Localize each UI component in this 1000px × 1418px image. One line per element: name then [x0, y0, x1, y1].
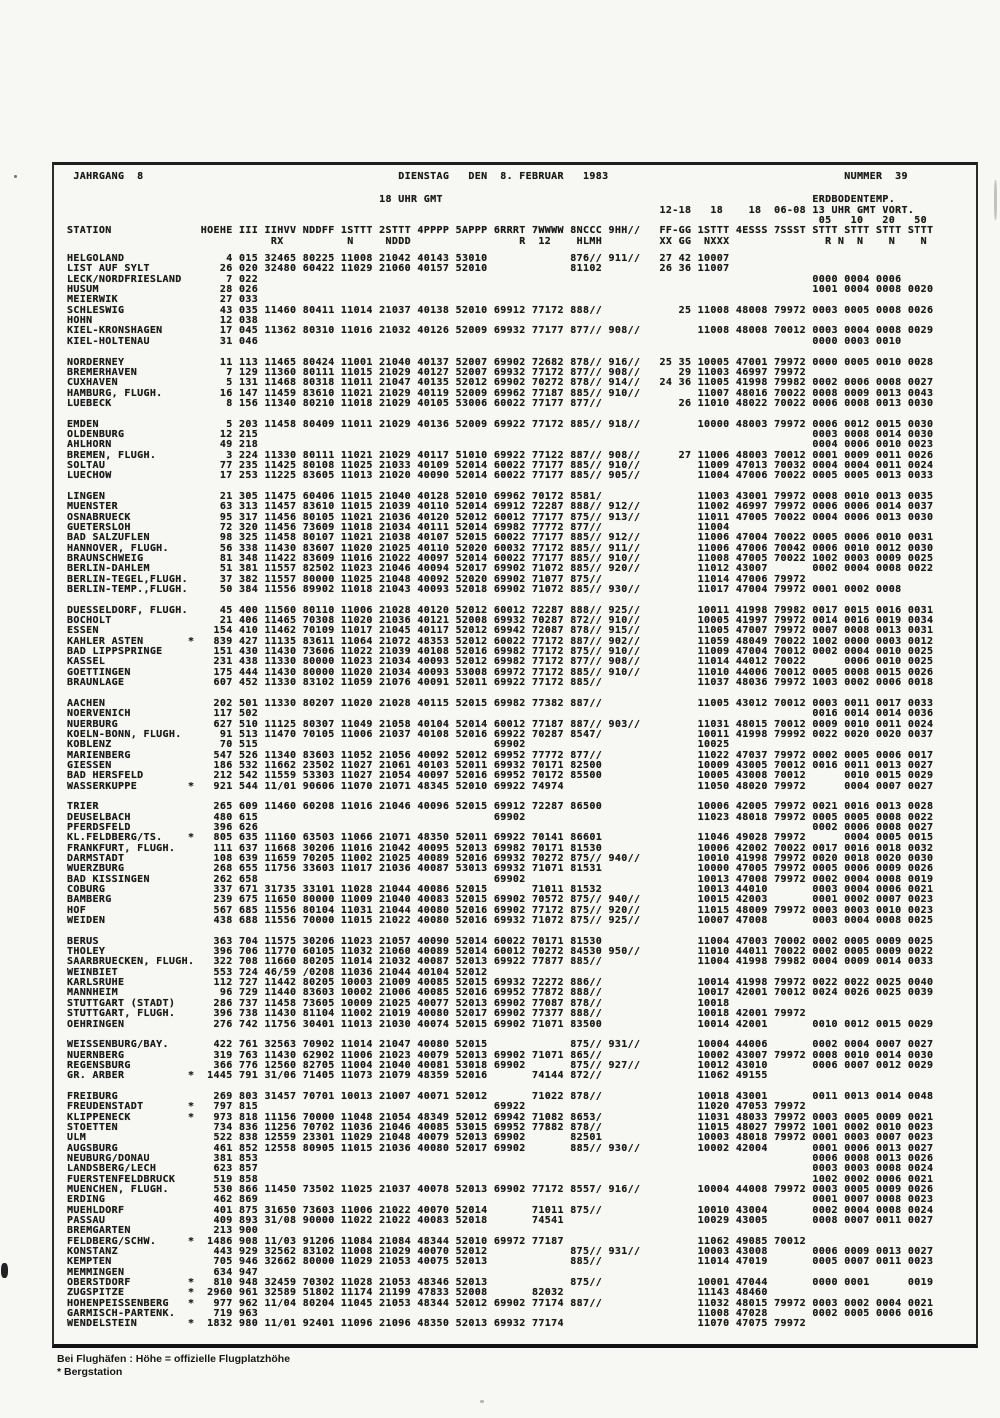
- footnote-bergstation: * Bergstation: [57, 1366, 123, 1378]
- station-row: GOETTINGEN 175 444 11430 80000 11020 21034 40093 53008 69972 77172 885// 910// 11010 44006 70012 0005 0008 0015 0026: [67, 666, 934, 678]
- station-row: LUEBECK 8 156 11340 80210 11018 21029 40105 53006 60022 77177 877// 26 11010 48022 70022 0006 0008 0013 0030: [67, 397, 934, 409]
- station-row: MARIENBERG 547 526 11340 83603 11052 21056 40092 52012 69952 77772 877// 11022 47037 79972 0002 0005 0006 0017: [67, 749, 934, 761]
- station-row: OEHRINGEN 276 742 11756 30401 11013 21030 40074 52015 69902 71071 83500 10014 42001 0010 0012 0015 0029: [67, 1018, 934, 1030]
- station-row: MUENCHEN, FLUGH. 530 866 11450 73502 11025 21037 40078 52013 69902 77172 8557/ 916// 10004 44008 79972 0003 0005 0009 0026: [67, 1184, 934, 1195]
- station-row: HOHENPEISSENBERG * 977 962 11/04 80204 11045 21053 48344 52012 69902 77174 887// 11032 48015 79972 0003 0002 0004 0021: [67, 1297, 934, 1309]
- station-row: KL.FELDBERG/TS. * 805 635 11160 63503 11066 21071 48350 52011 69922 70141 86601 11046 49028 79972 0004 0005 0015: [67, 832, 934, 844]
- column-header-line: 12-18 18 18 06-08 13 UHR GMT VORT.: [67, 204, 934, 216]
- station-row: CUXHAVEN 5 131 11468 80318 11011 21047 40135 52012 69902 70272 878// 914// 24 36 11005 41998 79982 0002 0006 0008 0027: [67, 377, 934, 389]
- station-row: FUERSTENFELDBRUCK 519 858 1002 0002 0006 0021: [67, 1173, 934, 1185]
- station-row: OSNABRUECK 95 317 11456 80105 11021 21036 40120 52012 60012 77177 875// 913// 11011 47005 70022 0004 0006 0013 0030: [67, 511, 934, 523]
- station-row: NEUBURG/DONAU 381 853 0006 0008 0013 0026: [67, 1152, 934, 1164]
- station-row: HANNOVER, FLUGH. 56 338 11430 83607 11020 21025 40110 52020 60032 77172 885// 911// 11006 47006 70042 0006 0010 0012 0030: [67, 542, 934, 554]
- station-row: KARLSRUHE 112 727 11442 80205 10003 21009 40085 52015 69932 72272 886// 10014 41998 79972 0022 0022 0025 0040: [67, 977, 934, 989]
- station-row: BERLIN-TEMP.,FLUGH. 50 384 11556 89902 11018 21043 40093 52018 69902 71072 885// 930// 11017 47004 79972 0001 0002 0008: [67, 584, 934, 596]
- station-row: MEMMINGEN 634 947: [67, 1266, 934, 1278]
- station-row: BERUS 363 704 11575 30206 11023 21057 40090 52014 60022 70171 81530 11004 47003 70002 0002 0005 0009 0025: [67, 935, 934, 947]
- footnote: [57, 1353, 290, 1379]
- station-row: KIEL-HOLTENAU 31 046 0000 0003 0010: [67, 335, 934, 347]
- station-row: KAHLER ASTEN * 839 427 11135 83611 11064 21072 48353 52012 60022 77172 887// 902// 11059 48049 70022 1002 0000 0003 0012: [67, 635, 934, 647]
- station-row: ESSEN 154 410 11462 70109 11017 21045 40117 52012 69942 72087 878// 915// 11005 47007 79972 0007 0008 0013 0031: [67, 625, 934, 637]
- station-row: DUESSELDORF, FLUGH. 45 400 11560 80110 11006 21028 40120 52012 60012 72287 888// 925// 10011 41998 79982 0017 0015 0016 0031: [67, 604, 934, 616]
- station-row: NUERBURG 627 510 11125 80307 11049 21058 40104 52014 60012 77187 887// 903// 11031 48015 70012 0009 0010 0011 0024: [67, 718, 934, 730]
- station-row: REGENSBURG 366 776 12560 82705 11004 21040 40081 53018 69902 875// 927// 10012 43010 0006 0007 0012 0029: [67, 1059, 934, 1071]
- station-rows: [67, 254, 976, 1330]
- station-row: AHLHORN 49 218 0004 0006 0010 0023: [67, 439, 934, 451]
- station-row: STUTTGART (STADT) 286 737 11458 73605 10009 21025 40077 52013 69902 77087 878// 10018: [67, 997, 934, 1009]
- footnote-flughafen: Bei Flughäfen : Höhe = offizielle Flugplatzhöhe: [57, 1353, 291, 1365]
- station-row: KLIPPENECK * 973 818 11156 70000 11048 21054 48349 52012 69942 71082 8653/ 11031 48033 79972 0003 0005 0009 0021: [67, 1111, 934, 1123]
- station-row: DEUSELBACH 480 615 69902 11023 48018 79972 0005 0005 0008 0022: [67, 811, 934, 823]
- station-row: SAARBRUECKEN, FLUGH. 322 708 11660 80205 11014 21032 40087 52013 69922 77877 885// 11004 41998 79982 0004 0009 0014 0033: [67, 956, 934, 968]
- column-header-line: 18 UHR GMT ERDBODENTEMP.: [67, 194, 934, 206]
- column-headers: [67, 195, 976, 247]
- station-row: GUETERSLOH 72 320 11456 73609 11018 21034 40111 52014 69982 77772 877// 11004: [67, 522, 934, 533]
- station-row: BERLIN-TEGEL,FLUGH. 37 382 11557 80000 11025 21048 40092 52020 69902 71077 875// 11014 47006 79972: [67, 573, 934, 585]
- station-row: HAMBURG, FLUGH. 16 147 11459 83610 11021 21029 40119 52009 69962 77187 885// 910// 11007 48016 70022 0008 0009 0013 0043: [67, 387, 934, 399]
- station-row: ERDING 462 869 0001 0007 0008 0023: [67, 1194, 934, 1206]
- station-row: MUENSTER 63 313 11457 83610 11015 21039 40110 52014 69912 72287 888// 912// 11002 46997 79972 0006 0006 0014 0037: [67, 501, 934, 513]
- station-row: HOF 567 685 11556 80104 11031 21044 40080 52016 69902 77172 875// 920// 11015 48009 79972 0003 0003 0010 0023: [67, 904, 934, 916]
- column-header-line: RX N NDDD R 12 HLMH XX GG NXXX R N N N N: [67, 235, 934, 247]
- masthead-line: JAHRGANG 8 DIENSTAG DEN 8. FEBRUAR 1983 NUMMER 39: [67, 171, 934, 182]
- station-row: KEMPTEN 705 946 32662 80000 11029 21053 40075 52013 885// 11014 47019 0005 0007 0011 0023: [67, 1256, 934, 1268]
- station-row: BOCHOLT 21 406 11465 70308 11020 21036 40121 52008 69932 70287 872// 910// 10005 41997 79972 0014 0016 0019 0034: [67, 615, 934, 627]
- station-row: PASSAU 409 893 31/08 90000 11022 21022 40083 52018 74541 10029 43005 0008 0007 0011 0027: [67, 1215, 934, 1227]
- station-row: FELDBERG/SCHW. * 1486 908 11/03 91206 11084 21084 48344 52010 69972 77187 11062 49085 70012: [67, 1235, 934, 1247]
- station-row: MUEHLDORF 401 875 31650 73603 11006 21022 40070 52014 71011 875// 10010 43004 0002 0004 0008 0024: [67, 1204, 934, 1216]
- station-row: PFERDSFELD 396 626 0002 0006 0008 0027: [67, 821, 934, 833]
- station-row: BAD SALZUFLEN 98 325 11458 80107 11021 21038 40107 52015 60022 77177 885// 912// 11006 47004 70022 0005 0006 0010 0031: [67, 532, 934, 544]
- station-row: HUSUM 28 026 1001 0004 0008 0020: [67, 284, 934, 296]
- station-row: NOERVENICH 117 502 0016 0014 0014 0036: [67, 708, 934, 720]
- station-row: GARMISCH-PARTENK. 719 963 11008 47028 0002 0005 0006 0016: [67, 1308, 934, 1320]
- station-row: FREIBURG 269 803 31457 70701 10013 21007 40071 52012 71022 878// 10018 43001 0011 0013 0014 0048: [67, 1090, 934, 1102]
- station-row: BAD KISSINGEN 262 658 69902 10013 47008 79972 0002 0004 0008 0019: [67, 873, 934, 885]
- station-row: LUECHOW 17 253 11225 83605 11013 21020 40090 52014 60022 77177 885// 905// 11004 47006 70022 0005 0005 0013 0033: [67, 470, 934, 482]
- station-row: FREUDENSTADT * 797 815 69922 11020 47053 79972: [67, 1101, 934, 1113]
- station-row: GIESSEN 186 532 11662 23502 11027 21061 40103 52011 69932 70171 82500 10009 43005 70012 0016 0011 0013 0027: [67, 759, 934, 771]
- station-row: WENDELSTEIN * 1832 980 11/01 92401 11096 21096 48350 52013 69932 77174 11070 47075 79972: [67, 1318, 934, 1330]
- station-row: OLDENBURG 12 215 0003 0008 0014 0030: [67, 428, 934, 440]
- station-row: OBERSTDORF * 810 948 32459 70302 11028 21053 48346 52013 875// 10001 47044 0000 0001 0019: [67, 1277, 934, 1289]
- station-row: BAMBERG 239 675 11650 80000 11009 21040 40083 52015 69902 70572 875// 940// 10015 42003 0001 0002 0007 0023: [67, 894, 934, 906]
- station-row: STUTTGART, FLUGH. 396 738 11430 81104 11002 21019 40080 52017 69902 77377 888// 10018 42001 79972: [67, 1008, 934, 1020]
- station-row: KOBLENZ 70 515 69902 10025: [67, 739, 934, 751]
- station-row: KONSTANZ 443 929 32562 83102 11008 21029 40070 52012 875// 931// 10003 43008 0006 0009 0013 0027: [67, 1246, 934, 1258]
- group-gap: [67, 409, 976, 419]
- station-row: GR. ARBER * 1445 791 31/06 71405 11073 21079 48359 52016 74144 872// 11062 49155: [67, 1070, 934, 1082]
- station-row: SCHLESWIG 43 035 11460 80411 11014 21037 40138 52010 69912 77172 888// 25 11008 48008 79972 0003 0005 0008 0026: [67, 304, 934, 316]
- station-row: LINGEN 21 305 11475 60406 11015 21040 40128 52010 69962 70172 8581/ 11003 43001 79972 0008 0010 0013 0035: [67, 490, 934, 502]
- station-row: BAD HERSFELD 212 542 11559 53303 11027 21054 40097 52016 69952 70172 85500 10005 43008 70012 0010 0015 0029: [67, 770, 934, 782]
- station-row: LIST AUF SYLT 26 020 32480 60422 11029 21060 40157 52010 81102 26 36 11007: [67, 263, 934, 275]
- group-gap: [67, 347, 976, 357]
- station-row: BAD LIPPSPRINGE 151 430 11430 73606 11022 21039 40108 52016 69982 77172 875// 910// 11009 47004 70012 0002 0004 0010 0025: [67, 646, 934, 658]
- station-row: WUERZBURG 268 655 11756 33603 11017 21036 40087 53013 69932 71071 81531 10000 47005 79972 0005 0006 0009 0026: [67, 863, 934, 875]
- station-row: BRAUNLAGE 607 452 11330 83102 11059 21076 40091 52011 69922 77172 885// 11037 48036 79972 1003 0002 0006 0018: [67, 677, 934, 689]
- station-row: AUGSBURG 461 852 12558 80905 11015 21036 40080 52017 69902 885// 930// 10002 42004 0001 0006 0013 0027: [67, 1142, 934, 1154]
- station-row: LECK/NORDFRIESLAND 7 022 0000 0004 0006: [67, 273, 934, 285]
- station-row: AACHEN 202 501 11330 80207 11020 21028 40115 52015 69982 77382 887// 11005 43012 70012 0003 0011 0017 0033: [67, 697, 934, 709]
- station-row: WEINBIET 553 724 46/59 /0208 11036 21044 40104 52012: [67, 966, 934, 978]
- station-row: MEIERWIK 27 033: [67, 294, 934, 306]
- scan-speck: [480, 1400, 484, 1403]
- station-row: NUERNBERG 319 763 11430 62902 11006 21023 40079 52013 69902 71071 865// 10002 43007 79972 0008 0010 0014 0030: [67, 1049, 934, 1061]
- station-row: DARMSTADT 108 639 11659 70205 11002 21025 40089 52016 69932 70272 875// 940// 10010 41998 79972 0020 0018 0020 0030: [67, 853, 934, 864]
- station-row: FRANKFURT, FLUGH. 111 637 11668 30206 11016 21042 40095 52013 69982 70171 81530 10006 42002 70022 0017 0016 0018 0032: [67, 842, 934, 854]
- station-row: ULM 522 838 12559 23301 11029 21048 40079 52013 69902 82501 10003 48018 79972 0001 0003 0007 0023: [67, 1132, 934, 1144]
- station-row: KOELN-BONN, FLUGH. 91 513 11470 70105 11006 21037 40108 52016 69922 70287 8547/ 10011 41998 79992 0022 0020 0020 0037: [67, 728, 934, 740]
- column-header-line: 05 10 20 50: [67, 215, 934, 227]
- station-row: BERLIN-DAHLEM 51 381 11557 82502 11023 21046 40094 52017 69902 71072 885// 920// 11012 43007 0002 0004 0008 0022: [67, 563, 934, 575]
- document-frame: [52, 162, 978, 1348]
- station-row: WEIDEN 438 688 11556 70000 11015 21022 40080 52016 69932 71072 875// 925// 10007 47008 0003 0004 0008 0025: [67, 915, 934, 927]
- station-row: WASSERKUPPE * 921 544 11/01 90606 11070 21071 48345 52010 69922 74974 11050 48020 79972 0004 0007 0027: [67, 780, 934, 792]
- station-row: LANDSBERG/LECH 623 857 0003 0003 0008 0024: [67, 1163, 934, 1175]
- station-row: BREMEN, FLUGH. 3 224 11330 80111 11021 21029 40117 51010 69922 77122 887// 908// 27 11006 48003 70012 0001 0009 0011 0026: [67, 449, 934, 461]
- station-row: BREMGARTEN 213 900: [67, 1225, 934, 1237]
- scan-speck: [994, 180, 997, 220]
- station-row: TRIER 265 609 11460 60208 11016 21046 40096 52015 69912 72287 86500 10006 42005 79972 0021 0016 0013 0028: [67, 801, 934, 813]
- station-row: COBURG 337 671 31735 33101 11028 21044 40086 52015 71011 81532 10013 44010 0003 0004 0006 0021: [67, 884, 934, 896]
- station-row: KIEL-KRONSHAGEN 17 045 11362 80310 11016 21032 40126 52009 69932 77177 877// 908// 11008 48008 70012 0003 0004 0008 0029: [67, 325, 934, 337]
- station-row: STOETTEN 734 836 11256 70702 11036 21046 40085 53015 69952 77882 878// 11015 48027 79972 1001 0002 0010 0023: [67, 1121, 934, 1133]
- scan-speck: [1, 1263, 8, 1278]
- station-row: NORDERNEY 11 113 11465 80424 11001 21040 40137 52007 69902 72682 878// 916// 25 35 10005 47001 79972 0000 0005 0010 0028: [67, 356, 934, 368]
- station-row: BRAUNSCHWEIG 81 348 11422 83609 11016 21022 40097 52014 60022 77177 885// 910// 11008 47005 70022 1002 0003 0009 0025: [67, 553, 934, 565]
- station-row: HELGOLAND 4 015 32465 80225 11008 21042 40143 53010 876// 911// 27 42 10007: [67, 253, 934, 265]
- station-row: KASSEL 231 438 11330 80000 11023 21034 40093 52012 69982 77172 877// 908// 11014 44012 70022 0006 0010 0025: [67, 656, 934, 668]
- station-row: BREMERHAVEN 7 129 11360 80111 11015 21029 40127 52007 69932 77172 877// 908// 29 11003 46997 79972: [67, 366, 934, 378]
- station-row: SOLTAU 77 235 11425 80108 11025 21033 40109 52014 60022 77177 885// 910// 11009 47013 70032 0004 0004 0011 0024: [67, 459, 934, 471]
- station-row: ZUGSPITZE * 2960 961 32589 51802 11174 21199 47833 52008 82032 11143 48460: [67, 1287, 934, 1299]
- station-row: HOHN 12 038: [67, 315, 934, 327]
- station-row: WEISSENBURG/BAY. 422 761 32563 70902 11014 21047 40080 52015 875// 931// 10004 44006 0002 0004 0007 0027: [67, 1039, 934, 1051]
- station-row: EMDEN 5 203 11458 80409 11011 21029 40136 52009 69922 77172 885// 918// 10000 48003 79972 0006 0012 0015 0030: [67, 418, 934, 430]
- station-row: MANNHEIM 96 729 11440 83603 10002 21006 40085 52016 69952 77872 888// 10017 42001 70012 0024 0026 0025 0039: [67, 987, 934, 999]
- scan-speck: [14, 175, 17, 178]
- station-row: THOLEY 396 706 11770 60105 11032 21060 40089 52014 60012 70272 84530 950// 11010 44011 70022 0002 0005 0009 0022: [67, 946, 934, 958]
- column-header-line: STATION HOEHE III IIHVV NDDFF 1STTT 2STTT 4PPPP 5APPP 6RRRT 7WWWW 8NCCC 9HH// FF-GG 1STTT 4ESSS 7SSST STTT STTT STTT STTT: [67, 225, 934, 237]
